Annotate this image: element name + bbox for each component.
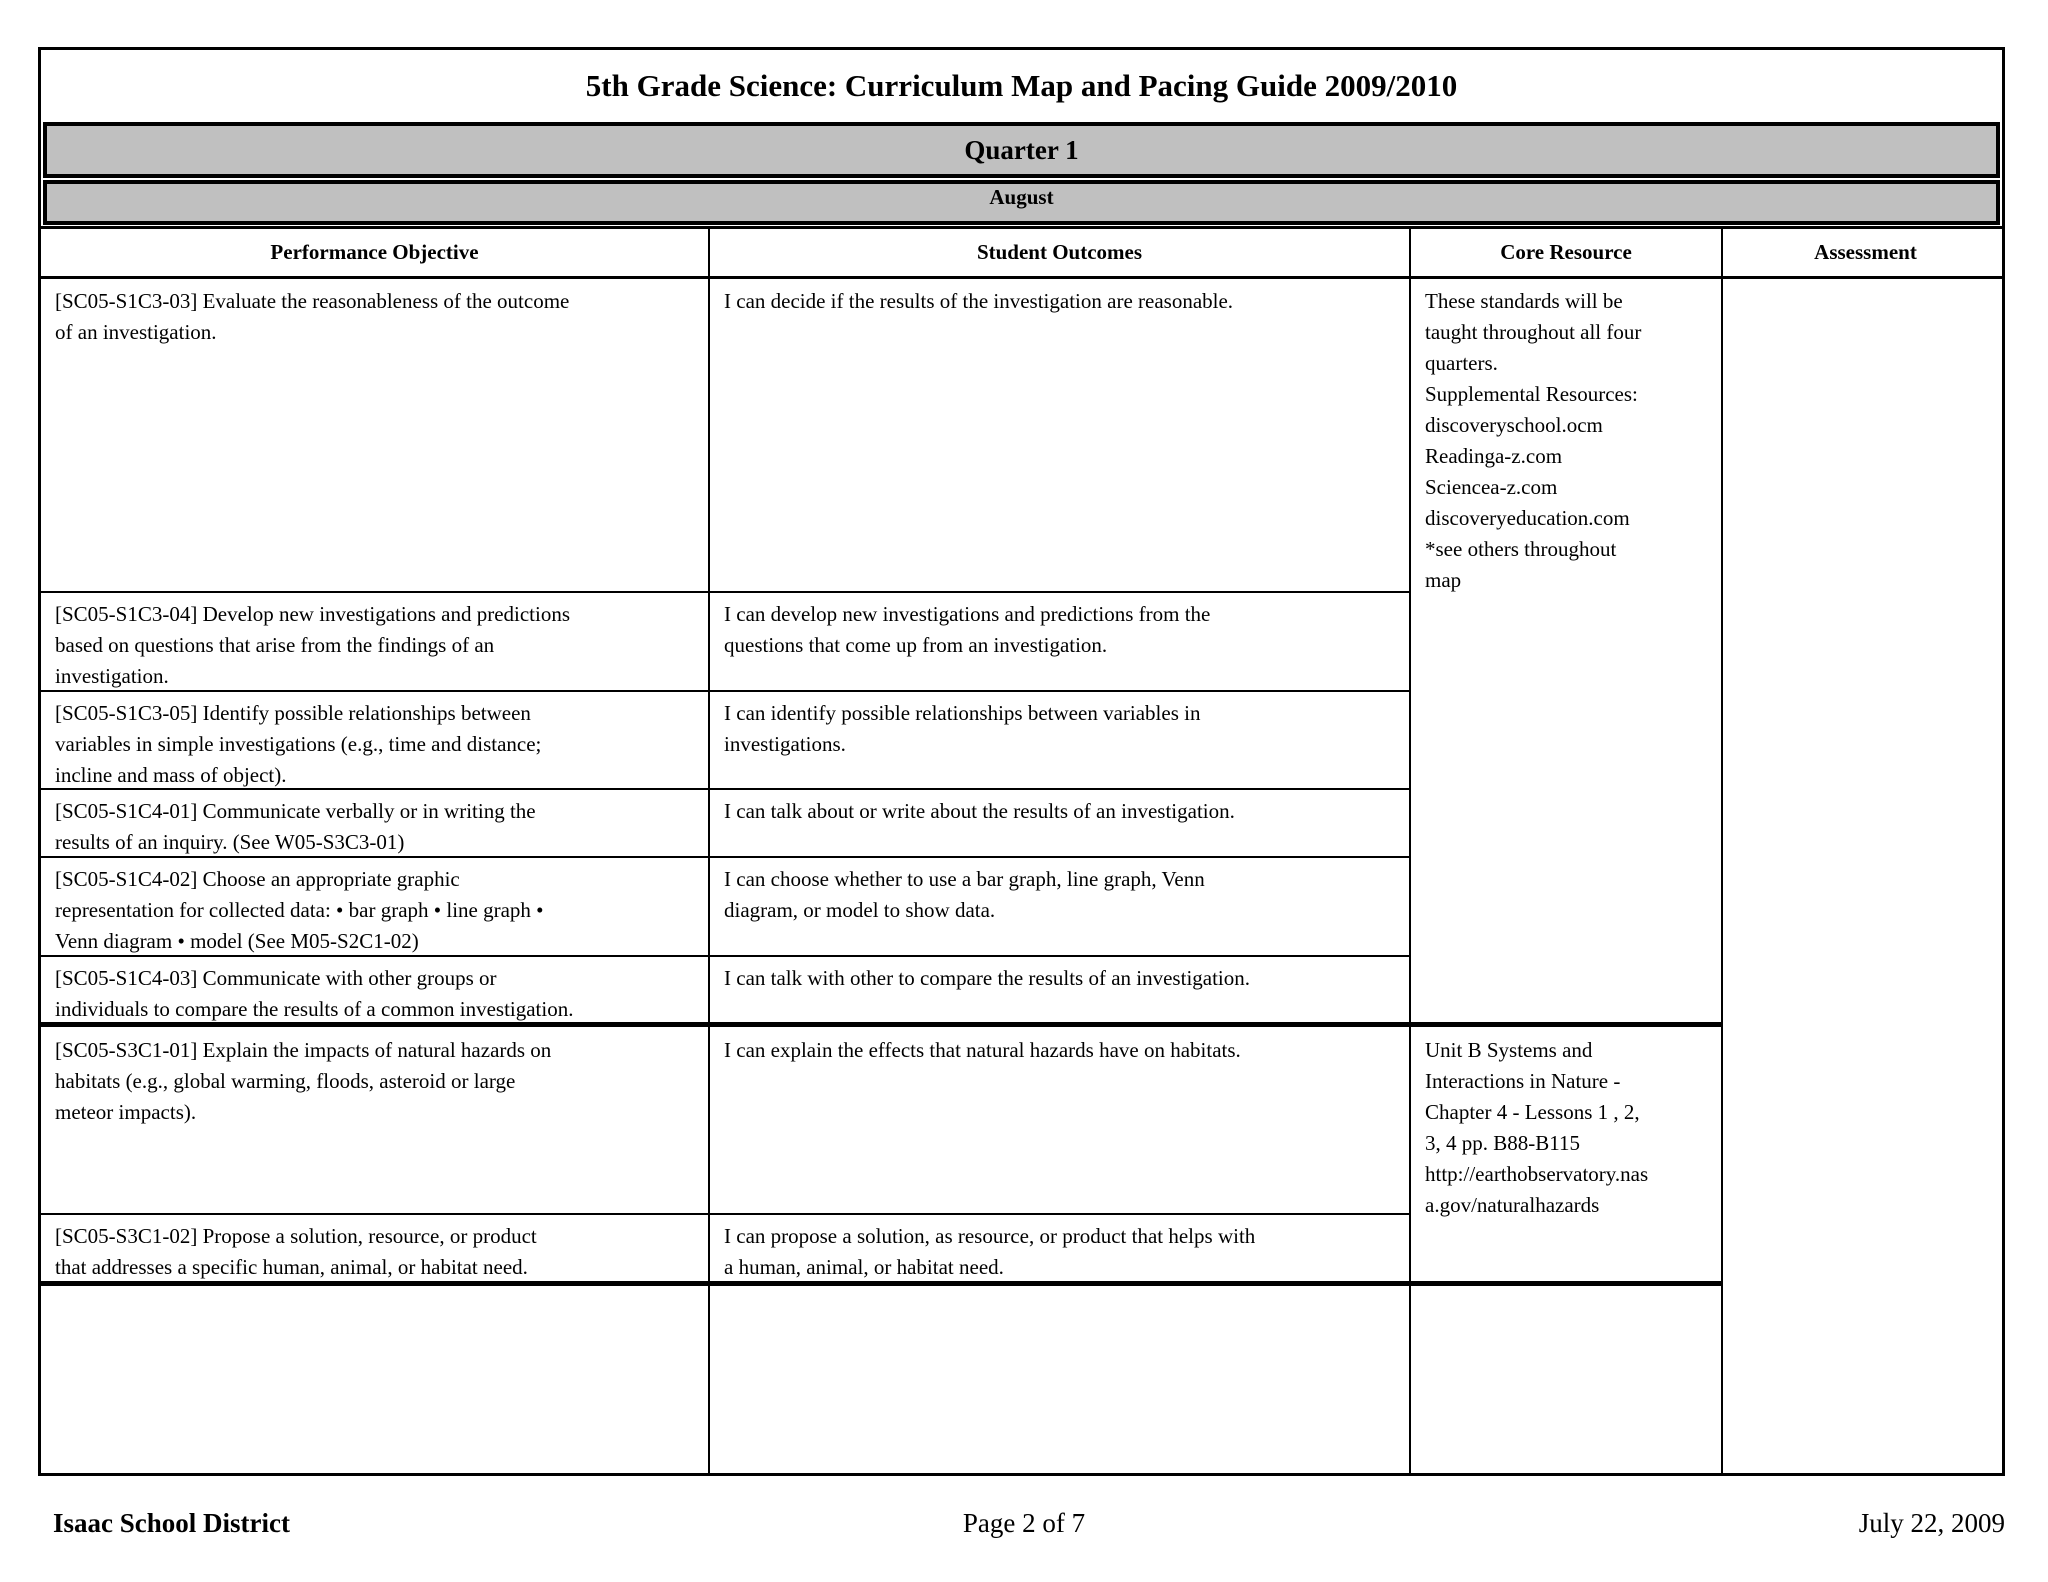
objective-cell: [SC05-S1C3-03] Evaluate the reasonableness of the outcome of an investigation. <box>55 289 570 344</box>
footer-district: Isaac School District <box>53 1508 290 1538</box>
header-assessment: Assessment <box>1814 240 1917 264</box>
header-core-resource: Core Resource <box>1500 240 1632 264</box>
column-divider-3 <box>1721 228 1723 1476</box>
outcome-cell: I can develop new investigations and predictions from the questions that come up from an investigation. <box>724 602 1211 657</box>
header-student-outcomes: Student Outcomes <box>976 240 1143 264</box>
core-resource-cell: These standards will be taught throughout all four quarters. Supplemental Resources: discoveryschool.ocm Readinga-z.com Sciencea-z.com discoveryeducation.com *see others throughout map <box>1425 289 1642 592</box>
column-divider-1 <box>708 228 710 1476</box>
header-performance-objective: Performance Objective <box>270 240 479 264</box>
curriculum-grid <box>41 228 2002 1476</box>
footer-page-number: Page 2 of 7 <box>962 1508 1086 1538</box>
curriculum-table-frame <box>38 47 2005 1476</box>
column-divider-2 <box>1409 228 1411 1476</box>
outcome-cell: I can propose a solution, as resource, or product that helps with a human, animal, or habitat need. <box>724 1224 1256 1279</box>
objective-cell: [SC05-S1C3-04] Develop new investigations and predictions based on questions that arise from the findings of an investigation. <box>55 602 571 688</box>
objective-cell: [SC05-S3C1-02] Propose a solution, resource, or product that addresses a specific human, animal, or habitat need. <box>55 1224 537 1279</box>
quarter-banner: Quarter 1 <box>43 122 2000 178</box>
objective-cell: [SC05-S1C4-03] Communicate with other groups or individuals to compare the results of a common investigation. <box>55 966 574 1021</box>
outcome-cell: I can talk about or write about the results of an investigation. <box>724 799 1235 823</box>
month-banner: August <box>43 180 2000 225</box>
header-divider <box>41 276 2002 279</box>
outcome-cell: I can talk with other to compare the results of an investigation. <box>724 966 1251 990</box>
outcome-cell: I can choose whether to use a bar graph, line graph, Venn diagram, or model to show data. <box>724 867 1205 922</box>
objective-cell: [SC05-S1C4-01] Communicate verbally or in writing the results of an inquiry. (See W05-S3C3-01) <box>55 799 536 854</box>
outcome-cell: I can identify possible relationships between variables in investigations. <box>724 701 1201 756</box>
core-resource-cell: Unit B Systems and Interactions in Nature - Chapter 4 - Lessons 1 , 2, 3, 4 pp. B88-B115 http://earthobservatory.nas a.gov/naturalhazards <box>1425 1038 1649 1217</box>
footer-date: July 22, 2009 <box>1858 1508 2005 1538</box>
outcome-cell: I can decide if the results of the investigation are reasonable. <box>724 289 1234 313</box>
outcome-cell: I can explain the effects that natural hazards have on habitats. <box>724 1038 1241 1062</box>
row-divider <box>41 1213 1410 1215</box>
objective-cell: [SC05-S3C1-01] Explain the impacts of natural hazards on habitats (e.g., global warming, floods, asteroid or large meteor impacts). <box>55 1038 552 1124</box>
row-divider <box>41 591 1410 593</box>
objective-cell: [SC05-S1C4-02] Choose an appropriate graphic representation for collected data: • bar graph • line graph • Venn diagram • model (See M05-S2C1-02) <box>55 867 544 953</box>
objective-cell: [SC05-S1C3-05] Identify possible relationships between variables in simple investigations (e.g., time and distance; incline and mass of object). <box>55 701 542 787</box>
page-title: 5th Grade Science: Curriculum Map and Pacing Guide 2009/2010 <box>585 68 1458 103</box>
